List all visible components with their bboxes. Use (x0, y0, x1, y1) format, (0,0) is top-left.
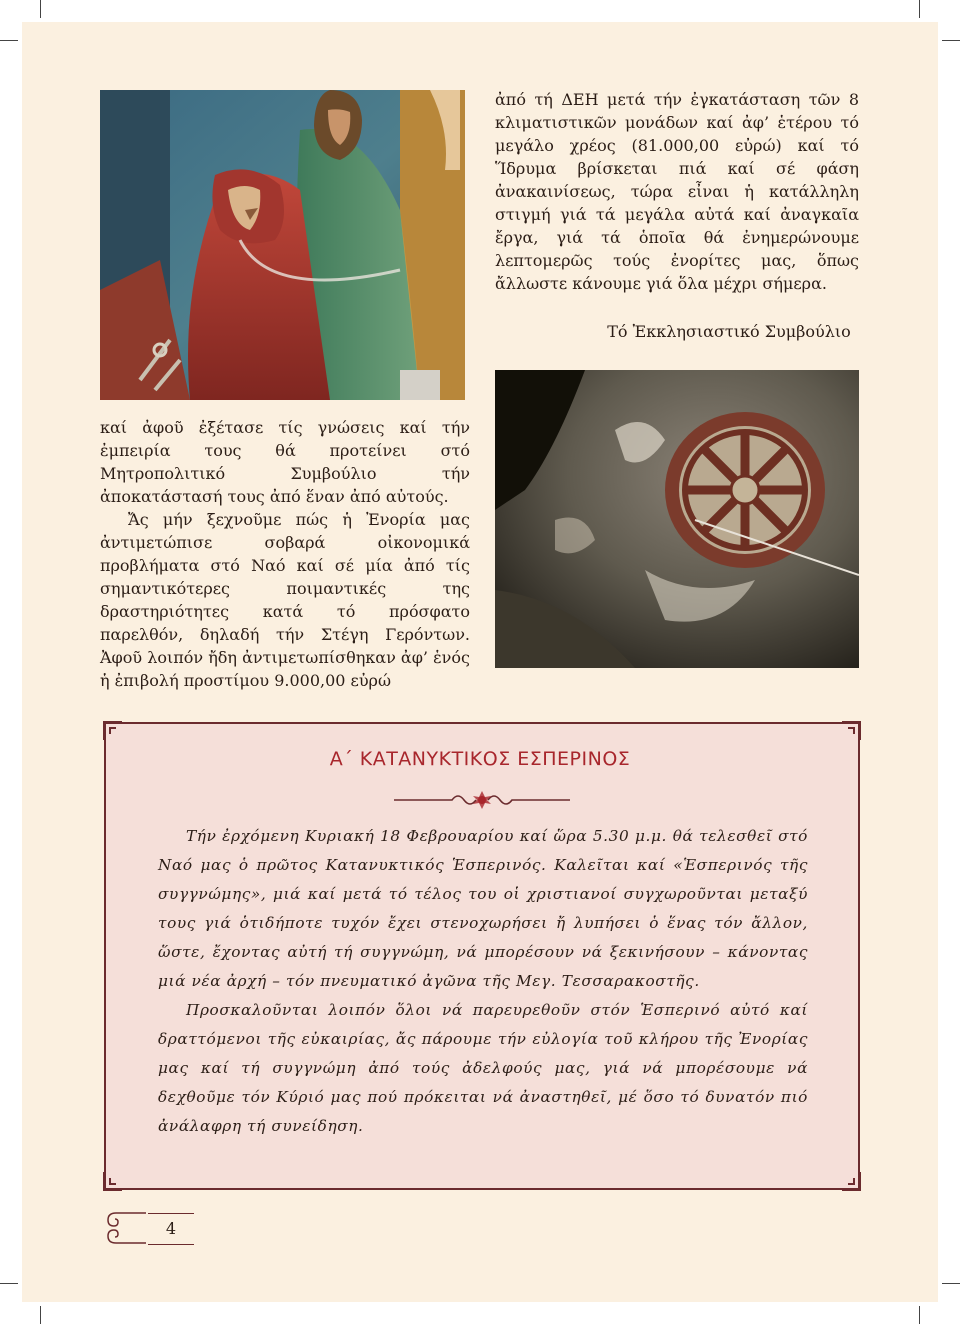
crop-mark-top-left-h (0, 40, 18, 41)
signature: Τό Ἐκκλησιαστικό Συμβούλιο (607, 322, 851, 341)
crop-mark-bottom-left-h (0, 1283, 18, 1284)
corner-ornament-icon (828, 1158, 868, 1198)
crop-mark-bottom-left-v (40, 1306, 41, 1324)
crop-mark-bottom-right-h (942, 1283, 960, 1284)
page-number: 4 (148, 1213, 194, 1245)
crop-mark-bottom-right-v (919, 1306, 920, 1324)
left-paragraph-2: Ἄς μήν ξεχνοῦμε πώς ἡ Ἐνορία μας ἀντιμετώπισε σοβαρά οἰκονομικά προβλήματα στό Ναό καί σέ μία ἀπό τίς σημαντικότερες ποιμαντικές της δραστηριότητες κατά τό πρόσφατο παρελθόν, δηλαδή τήν Στέγη Γερόντων. Ἀφοῦ λοιπόν ἤδη ἀντιμετωπίσθηκαν ἀφ’ ἑνός ἡ ἐπιβολή προστίμου 9.000,00 εὐρώ (100, 510, 470, 690)
announcement-title: Α΄ ΚΑΤΑΝΥΚΤΙΚΟΣ ΕΣΠΕΡΙΝΟΣ (329, 748, 631, 770)
announcement-paragraph-1: Τήν ἐρχόμενη Κυριακή 18 Φεβρουαρίου καί ὥρα 5.30 μ.μ. θά τελεσθεῖ στό Ναό μας ὁ πρῶτος Κατανυκτικός Ἑσπερινός. Καλεῖται καί «Ἑσπερινός τῆς συγγνώμης», μιά καί μετά τό τέλος του οἱ χριστιανοί συγχωροῦνται μεταξύ τους γιά ὁτιδήποτε τυχόν ἔχει στενοχωρήσει ἤ λυπήσει ὁ ἕνας τόν ἄλλον, ὥστε, ἔχοντας αὐτή τή συγγνώμη, νά μπορέσουν νά ξεκινήσουν – κάνοντας μιά νέα ἀρχή – τόν πνευματικό ἀγῶνα τῆς Μεγ. Τεσσαρακοστῆς. (158, 827, 808, 990)
crop-mark-top-right-v (919, 0, 920, 18)
page-number-ornament-icon (106, 1212, 148, 1244)
ceiling-photo (495, 370, 859, 668)
announcement-text (158, 822, 808, 1141)
floral-ornament-icon (392, 788, 572, 812)
crop-mark-top-right-h (942, 40, 960, 41)
corner-ornament-icon (96, 1158, 136, 1198)
left-column (100, 416, 470, 692)
announcement-paragraph-2: Προσκαλοῦνται λοιπόν ὅλοι νά παρευρεθοῦν στόν Ἑσπερινό αὐτό καί δραττόμενοι τῆς εὐκαιρίας, ἄς πάρουμε τήν εὐλογία τοῦ κλήρου τῆς Ἐνορίας μας καί τή συγγνώμη ἀπό τούς ἀδελφούς μας, γιά νά μπορέσουμε νά δεχθοῦμε τόν Κύριό μας πού πρόκειται νά ἀναστηθεῖ, μέ ὅσο τό δυνατόν πιό ἀνάλαφρη τή συνείδηση. (158, 1001, 808, 1135)
right-column-paragraph (495, 88, 859, 295)
left-paragraph-1: καί ἀφοῦ ἐξέτασε τίς γνώσεις καί τήν ἐμπειρία τους θά προτείνει στό Μητροπολιτικό Συμβούλιο τήν ἀποκατάστασή τους ἀπό ἕναν ἀπό αὐτούς. (100, 418, 470, 506)
fresco-photo (100, 90, 465, 400)
right-paragraph-text: ἀπό τή ΔΕΗ μετά τήν ἐγκατάσταση τῶν 8 κλιματιστικῶν μονάδων καί ἀφ’ ἑτέρου τό μεγάλο χρέος (81.000,00 εὐρώ) καί τό Ἵδρυμα βρίσκεται πιά καί σέ φάση ἀνακαινίσεως, τώρα εἶναι ἡ κατάλληλη στιγμή γιά τά μεγάλα αὐτά καί ἀναγκαῖα ἔργα, γιά τά ὁποῖα θά ἐνημερώνουμε λεπτομερῶς τούς ἐνορίτες μας, ὅπως ἄλλωστε κάνουμε γιά ὅλα μέχρι σήμερα. (495, 90, 859, 293)
crop-mark-top-left-v (40, 0, 41, 18)
